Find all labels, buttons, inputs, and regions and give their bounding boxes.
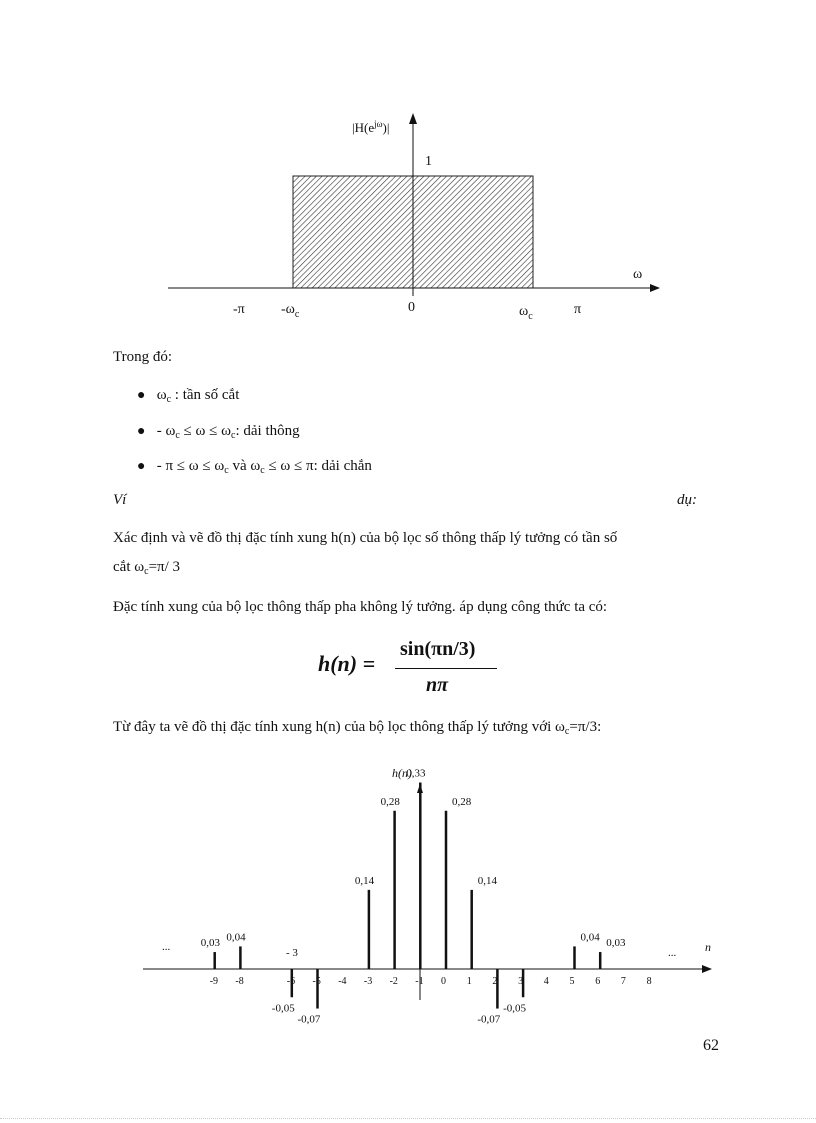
- n-tick-label: -2: [389, 976, 398, 987]
- n-tick-label: -4: [338, 976, 347, 987]
- paragraph-4: Từ đây ta vẽ đồ thị đặc tính xung h(n) của bộ lọc thông thấp lý tưởng với $\omega_c=\pi/3$:: [113, 719, 602, 737]
- n-tick-label: 8: [646, 976, 652, 987]
- bullet-item-1: ● $\omega_c$ : tần số cắt: [137, 387, 240, 405]
- n-axis-arrow-icon: [702, 965, 712, 973]
- n-tick-label: 4: [543, 976, 549, 987]
- trong-do-label: Trong đó:: [113, 349, 173, 365]
- ellipsis-left: ...: [162, 941, 171, 953]
- stem-value-label: 0,04: [580, 931, 600, 944]
- stem-value-label: 0,04: [226, 931, 246, 944]
- vi-label: Ví: [113, 492, 127, 508]
- paragraph-2: cắt $\omega_c=\pi/$ 3: [113, 559, 181, 577]
- impulse-response-chart: [0, 750, 816, 1040]
- tick-neg-wc: $-\omega_c$: [281, 302, 300, 320]
- du-label: dụ:: [677, 492, 697, 508]
- ellipsis-right: ...: [668, 947, 677, 959]
- formula-denominator: nπ: [426, 674, 449, 696]
- bullet-dot-icon: ●: [137, 424, 146, 439]
- n-tick-label: -6: [286, 976, 296, 987]
- n-tick-label: 0: [441, 976, 446, 987]
- n-tick-label: 1: [466, 976, 472, 987]
- n-axis-label: n: [705, 940, 711, 954]
- stem-value-label: 0,14: [354, 874, 375, 887]
- stem-value-label: 0,14: [477, 874, 497, 887]
- tick-neg-pi: -π: [233, 302, 245, 317]
- stem-value-label: -0,07: [477, 1013, 501, 1026]
- n-tick-label: 2: [492, 976, 498, 987]
- stem-value-label: 0,28: [380, 795, 400, 808]
- stem-value-label: 0,28: [452, 795, 472, 808]
- n-tick-label: 6: [595, 976, 601, 987]
- tick-wc: $\omega_c$: [519, 304, 533, 322]
- y-axis-arrow-icon: [409, 113, 417, 124]
- stem-value-label: 0,03: [200, 937, 220, 950]
- paragraph-3: Đặc tính xung của bộ lọc thông thấp pha không lý tưởng. áp dụng công thức ta có:: [113, 599, 608, 615]
- stray-label: - 3: [286, 947, 298, 959]
- n-tick-label: -1: [415, 976, 424, 987]
- stem-value-label: -0,05: [271, 1002, 295, 1015]
- n-tick-label: 7: [620, 976, 626, 987]
- x-axis-label: ω: [633, 267, 643, 282]
- formula-lhs: h(n) =: [318, 651, 376, 676]
- magnitude-one-label: 1: [425, 154, 432, 169]
- page-number: 62: [703, 1037, 719, 1054]
- n-tick-label: -9: [209, 976, 219, 987]
- bullet-dot-icon: ●: [137, 388, 146, 403]
- paragraph-1: Xác định và vẽ đồ thị đặc tính xung h(n) của bộ lọc số thông thấp lý tưởng có tần số: [113, 530, 618, 546]
- bullet-dot-icon: ●: [137, 459, 146, 474]
- x-axis-arrow-icon: [650, 284, 660, 292]
- stem-value-label: 0,33: [406, 767, 426, 780]
- n-tick-label: 3: [518, 976, 524, 987]
- magnitude-response-figure: [0, 0, 816, 340]
- tick-zero: 0: [408, 300, 415, 315]
- n-tick-label: -3: [363, 976, 373, 987]
- stem-value-label: -0,07: [297, 1013, 321, 1026]
- n-tick-label: -8: [235, 976, 244, 987]
- tick-pi: π: [574, 302, 582, 317]
- bullet-item-2: ● - $\omega_c \le \omega \le \omega_c$: dải thông: [137, 423, 300, 441]
- page-footer-rule: [0, 1118, 816, 1119]
- formula-numerator: sin(πn/3): [400, 638, 476, 660]
- n-tick-label: 5: [569, 976, 575, 987]
- stem-value-label: -0,05: [503, 1002, 527, 1015]
- formula-fraction-bar: [395, 668, 497, 669]
- stem-value-label: 0,03: [606, 937, 626, 950]
- n-tick-label: -5: [312, 976, 321, 987]
- h-axis-label: h(n): [392, 766, 412, 780]
- y-axis-label: $|H(e^{j\omega})|$: [352, 119, 390, 135]
- bullet-item-3: ● - $\pi \le \omega \le \omega_c$ và $\omega_c \le \omega \le \pi$: dải chắn: [137, 458, 372, 476]
